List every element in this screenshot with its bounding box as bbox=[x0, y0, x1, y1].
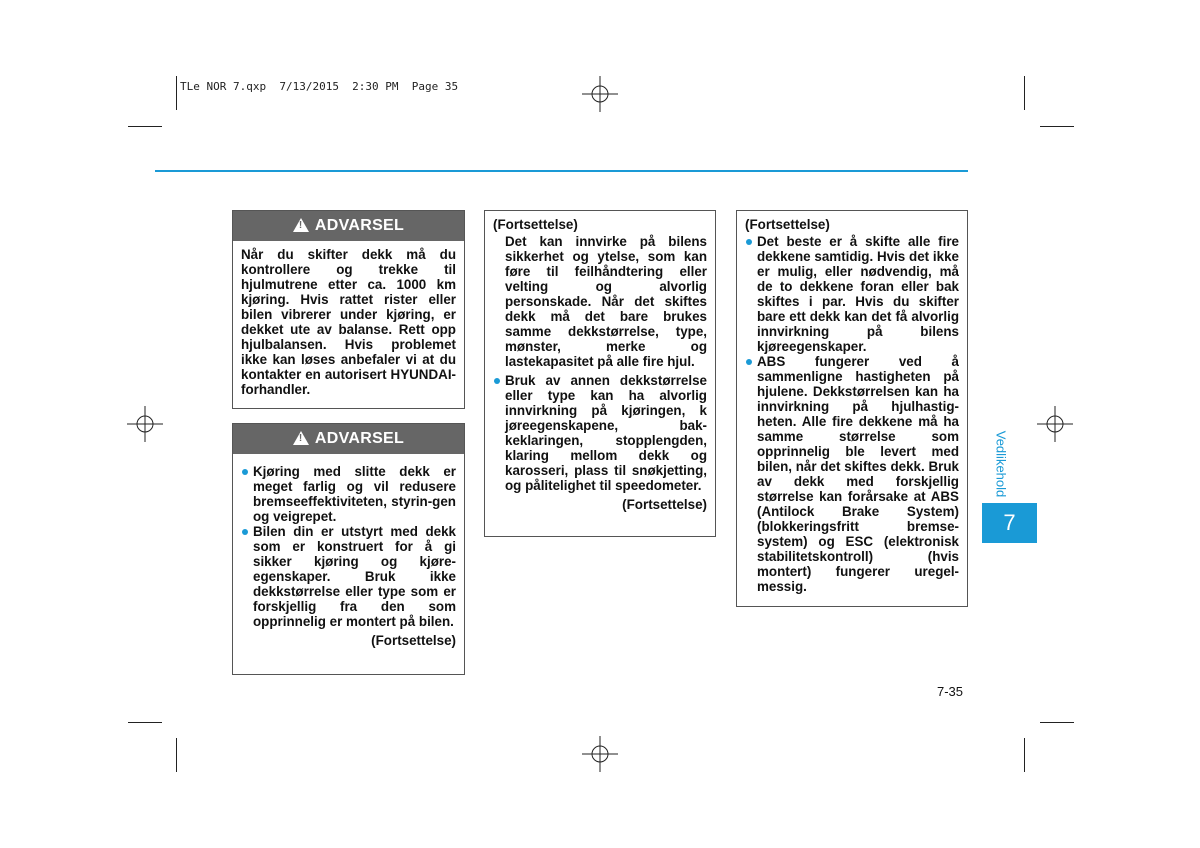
bullet-item: Bruk av annen dekkstørrelse eller type kan ha alvorlig innvirkning på kjøringen, k jøreegenskapene, bak-keklaringen, stopplengden, klaring mellom dekk og karosseri, plass til snøkjetting, og pålitelighet til speedometer. bbox=[493, 373, 707, 493]
crop-mark bbox=[128, 722, 162, 723]
continued-header: (Fortsettelse) bbox=[745, 217, 830, 232]
continued-box-2 bbox=[484, 210, 716, 537]
registration-mark-icon bbox=[1037, 406, 1073, 442]
print-slug: TLe NOR 7.qxp 7/13/2015 2:30 PM Page 35 bbox=[180, 80, 459, 93]
crop-mark bbox=[1040, 126, 1074, 127]
warning-triangle-icon bbox=[293, 218, 309, 232]
warning-body bbox=[233, 241, 464, 403]
continued-footer: (Fortsettelse) bbox=[622, 497, 707, 512]
crop-mark bbox=[1024, 738, 1025, 772]
crop-mark bbox=[176, 738, 177, 772]
warning-box-2 bbox=[232, 423, 465, 675]
registration-mark-icon bbox=[582, 736, 618, 772]
continued-body bbox=[485, 211, 715, 518]
warning-triangle-icon bbox=[293, 431, 309, 445]
bullet-item: ABS fungerer ved å sammenligne hastigheten på hjulene. Dekkstørrelsen kan ha innvirkning på hjulhastig-heten. Alle fire dekkene må ha samme størrelse som opprinnelig ble levert med bilen, når det skiftes dekk. Bruk av dekk med forskjellig størrelse kan forårsake at ABS (Antilock Brake System) (blokkeringsfritt bremse-system) og ESC (elektronisk stabilitetskontroll) (hvis montert) fungerer uregel-messig. bbox=[745, 354, 959, 594]
lead-text: Det kan innvirke på bilens sikkerhet og ytelse, som kan føre til feilhåndtering eller velting og alvorlig personskade. Når det skiftes dekk må det bare brukes samme dekkstørrelse, type, mønster, merke og lastekapasitet på alle fire hjul. bbox=[505, 234, 707, 369]
warning-body bbox=[233, 454, 464, 654]
warning-header bbox=[233, 424, 464, 454]
page-number: 7-35 bbox=[937, 684, 964, 699]
bullet-item: Bilen din er utstyrt med dekk som er konstruert for å gi sikker kjøring og kjøre-egenskaper. Bruk ikke dekkstørrelse eller type som er forskjellig fra den som opprinnelig er montert på bilen. bbox=[241, 524, 456, 629]
crop-mark bbox=[1040, 722, 1074, 723]
chapter-tab-number: 7 bbox=[982, 503, 1037, 543]
warning-title: ADVARSEL bbox=[314, 217, 405, 234]
warning-box-1 bbox=[232, 210, 465, 409]
continued-header: (Fortsettelse) bbox=[493, 217, 578, 232]
crop-mark bbox=[128, 126, 162, 127]
continued-box-3 bbox=[736, 210, 968, 607]
warning-header bbox=[233, 211, 464, 241]
registration-mark-icon bbox=[127, 406, 163, 442]
crop-mark bbox=[176, 76, 177, 110]
continued-body bbox=[737, 211, 967, 600]
bullet-item: Kjøring med slitte dekk er meget farlig og vil redusere bremseeffektiviteten, styrin-gen og veigrepet. bbox=[241, 464, 456, 524]
bullet-item: Det beste er å skifte alle fire dekkene samtidig. Hvis det ikke er mulig, eller nødvendig, må de to dekkene foran eller bak skiftes i par. Hvis du skifter bare ett dekk kan det få alvorlig innvirkning på bilens kjøreegenskaper. bbox=[745, 234, 959, 354]
crop-mark bbox=[1024, 76, 1025, 110]
warning-text: Når du skifter dekk må du kontrollere og trekke til hjulmutrene etter ca. 1000 km kjøring. Hvis rattet rister eller bilen vibrerer under kjøring, er dekket ute av balanse. Rett opp hjulbalansen. Hvis problemet ikke kan løses anbefaler vi at du kontakter en autorisert HYUNDAI-forhandler. bbox=[241, 247, 456, 397]
registration-mark-icon bbox=[582, 76, 618, 112]
continued-footer: (Fortsettelse) bbox=[371, 633, 456, 648]
header-rule bbox=[155, 170, 968, 172]
chapter-tab-label: Vedlikehold bbox=[993, 430, 1009, 498]
warning-title: ADVARSEL bbox=[314, 430, 405, 447]
